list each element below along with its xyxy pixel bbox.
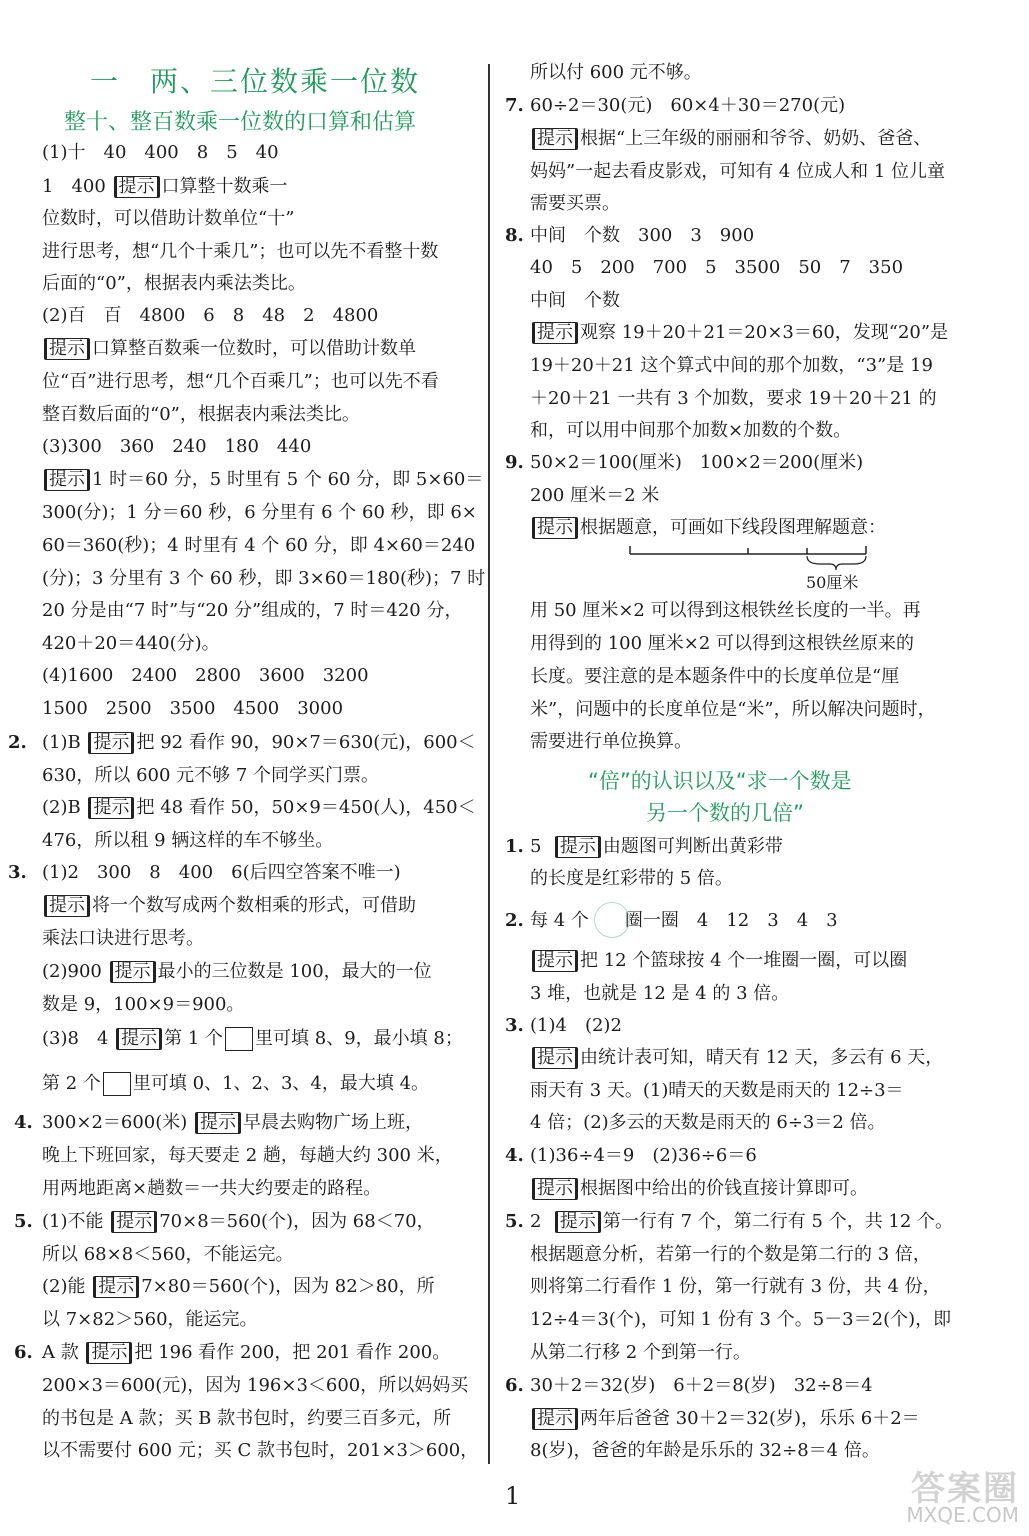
question-number: 4. [14, 1112, 33, 1133]
answer-line: 40 5 200 700 5 3500 50 7 350 [530, 257, 904, 278]
answer-line: (2)能 提示 7×80＝560(个)，因为 82＞80，所 [42, 1276, 435, 1297]
answer-line: 雨天有 3 天。(1)晴天的天数是雨天的 12÷3＝ [530, 1080, 904, 1101]
watermark-logo [906, 1469, 1019, 1528]
tip-badge: 提示 [111, 1211, 157, 1233]
answer-line: 4 倍；(2)多云的天数是雨天的 6÷3＝2 倍。 [530, 1112, 886, 1133]
tip-badge: 提示 [93, 1276, 139, 1298]
tip-badge: 提示 [532, 950, 578, 972]
answer-line: 2 提示 第一行有 7 个，第二行有 5 个，共 12 个。 [530, 1211, 954, 1232]
tip-badge: 提示 [88, 797, 134, 819]
question-number: 2. [8, 732, 27, 753]
answer-line: 整百数后面的“0”，根据表内乘法类比。 [42, 404, 360, 425]
tip-badge: 提示 [86, 1342, 132, 1364]
answer-line: 8(岁)，爸爸的年龄是乐乐的 32÷8＝4 倍。 [530, 1440, 880, 1461]
answer-line: 进行思考，想“几个十乘几”；也可以先不看整十数 [42, 241, 439, 262]
answer-line: 提示 观察 19＋20＋21＝20×3＝60，发现“20”是 [530, 322, 948, 344]
answer-line: 米”，问题中的长度单位是“米”，所以解决问题时， [530, 699, 936, 720]
answer-line: 乘法口诀进行思考。 [42, 928, 204, 949]
tip-badge: 提示 [88, 732, 134, 754]
answer-line: 630，所以 600 元不够 7 个同学买门票。 [42, 765, 380, 786]
question-number: 6. [14, 1342, 33, 1363]
section-heading: 另一个数的几倍” [646, 801, 804, 825]
blank-box [103, 1072, 131, 1096]
answer-line: 50×2＝100(厘米) 100×2＝200(厘米) [530, 452, 864, 473]
answer-line: 20 分是由“7 时”与“20 分”组成的，7 时＝420 分， [42, 600, 463, 621]
question-number: 3. [505, 1015, 524, 1036]
section-title: 整十、整百数乘一位数的口算和估算 [64, 110, 417, 135]
answer-line: 提示 两年后爸爸 30＋2＝32(岁)，乐乐 6＋2＝ [530, 1408, 920, 1430]
answer-line: (2)百 百 4800 6 8 48 2 4800 [42, 305, 379, 326]
answer-line: 420＋20＝440(分)。 [42, 633, 220, 654]
answer-line: 每 4 个 圈一圈 4 12 3 4 3 [530, 910, 838, 931]
answer-line: 提示 根据图中给出的价钱直接计算即可。 [530, 1178, 868, 1200]
answer-line: 用 50 厘米×2 可以得到这根铁丝长度的一半。再 [530, 600, 921, 621]
answer-line: 中间 个数 [530, 290, 620, 311]
question-number: 7. [505, 95, 524, 116]
tip-badge: 提示 [116, 1028, 162, 1050]
chapter-title: 一 两、三位数乘一位数 [90, 65, 421, 98]
answer-line: 提示 1 时＝60 分，5 时里有 5 个 60 分，即 5×60＝ [42, 469, 483, 491]
question-number: 8. [505, 225, 524, 246]
tip-badge: 提示 [532, 1047, 578, 1069]
answer-line: 60÷2＝30(元) 60×4＋30＝270(元) [530, 95, 846, 116]
answer-line: 和，可以用中间那个加数×加数的个数。 [530, 420, 852, 441]
answer-line: 200 厘米＝2 米 [530, 485, 660, 506]
answer-line: 的书包是 A 款；买 B 款书包时，约要三百多元，所 [42, 1408, 452, 1429]
answer-line: 19＋20＋21 这个算式中间的那个加数，“3”是 19 [530, 355, 933, 376]
answer-line: 以 7×82＞560，能运完。 [42, 1309, 258, 1330]
answer-line: 位“百”进行思考，想“几个百乘几”；也可以先不看 [42, 371, 439, 392]
answer-line: (1)4 (2)2 [530, 1015, 622, 1036]
watermark-top: 答案圈 [911, 1469, 1019, 1509]
answer-line: (分)；3 分里有 3 个 60 秒，即 3×60＝180(秒)；7 时 [42, 568, 486, 589]
answer-line: 提示 根据题意，可画如下线段图理解题意： [530, 517, 886, 539]
answer-line: 提示 口算整百数乘一位数时，可以借助计数单 [42, 338, 416, 360]
column-divider [488, 64, 490, 1464]
question-number: 4. [505, 1145, 524, 1166]
question-number: 3. [8, 862, 27, 883]
circle-icon [594, 902, 630, 938]
tip-badge: 提示 [532, 1408, 578, 1430]
answer-line: 则将第二行看作 1 份，第一行就有 3 份，共 4 份， [530, 1276, 941, 1297]
answer-line: 提示 由统计表可知，晴天有 12 天，多云有 6 天， [530, 1047, 943, 1069]
blank-box [225, 1027, 253, 1051]
answer-line: 1500 2500 3500 4500 3000 [42, 698, 344, 719]
answer-line: (1)36÷4＝9 (2)36÷6＝6 [530, 1145, 757, 1166]
question-number: 5. [505, 1211, 524, 1232]
tip-badge: 提示 [110, 961, 156, 983]
answer-line: 需要买票。 [530, 193, 620, 214]
answer-line: 提示 将一个数写成两个数相乘的形式，可借助 [42, 895, 416, 917]
answer-line: 所以付 600 元不够。 [530, 62, 702, 83]
answer-line: 12÷4＝3(个)，可知 1 份有 3 个。5－3＝2(个)，即 [530, 1309, 952, 1330]
tip-badge: 提示 [555, 836, 601, 858]
question-number: 6. [505, 1375, 524, 1396]
watermark-bottom: MXQE.COM [906, 1503, 1019, 1527]
tip-badge: 提示 [44, 338, 90, 360]
question-number: 1. [505, 836, 524, 857]
answer-line: (1)十 40 400 8 5 40 [42, 142, 279, 163]
answer-line: (3)300 360 240 180 440 [42, 436, 312, 457]
tip-badge: 提示 [114, 176, 160, 198]
answer-line: 所以 68×8＜560，不能运完。 [42, 1244, 294, 1265]
answer-line: 数是 9，100×9＝900。 [42, 994, 245, 1015]
answer-line: (2)900 提示 最小的三位数是 100，最大的一位 [42, 961, 432, 982]
answer-line: 1 400 提示 口算整十数乘一 [42, 176, 288, 197]
answer-line: A 款 提示 把 196 看作 200，把 201 看作 200。 [42, 1342, 451, 1363]
answer-line: 用得到的 100 厘米×2 可以得到这根铁丝原来的 [530, 633, 915, 654]
answer-line: 位数时，可以借助计数单位“十” [42, 208, 295, 229]
answer-line: (1)B 提示 把 92 看作 90，90×7＝630(元)，600＜ [42, 732, 476, 753]
answer-line: 300×2＝600(米) 提示 早晨去购物广场上班， [42, 1112, 424, 1133]
question-number: 5. [14, 1211, 33, 1232]
tip-badge: 提示 [532, 1178, 578, 1200]
question-number: 9. [505, 452, 524, 473]
answer-line: 60＝360(秒)；4 时里有 4 个 60 分，即 4×60＝240 [42, 535, 476, 556]
answer-line: (1)不能 提示 70×8＝560(个)，因为 68＜70， [42, 1211, 435, 1232]
answer-line: (1)2 300 8 400 6(后四空答案不唯一) [42, 862, 401, 883]
answer-line: 提示 根据“上三年级的丽丽和爷爷、奶奶、爸爸、 [530, 128, 931, 150]
tip-badge: 提示 [532, 517, 578, 539]
answer-line: 3 堆，也就是 12 是 4 的 3 倍。 [530, 983, 790, 1004]
answer-line: 需要进行单位换算。 [530, 731, 692, 752]
answer-line: 以不需要付 600 元；买 C 款书包时，201×3＞600， [42, 1440, 479, 1461]
answer-line: 中间 个数 300 3 900 [530, 225, 755, 246]
question-number: 2. [505, 910, 524, 931]
answer-line: 提示 把 12 个篮球按 4 个一堆圈一圈，可以圈 [530, 950, 907, 972]
answer-line: 5 提示 由题图可判断出黄彩带 [530, 836, 783, 857]
answer-line: 根据题意分析，若第一行的个数是第二行的 3 倍， [530, 1244, 931, 1265]
answer-line: 300(分)；1 分＝60 秒，6 分里有 6 个 60 秒，即 6× [42, 502, 477, 523]
answer-line: (4)1600 2400 2800 3600 3200 [42, 665, 369, 686]
tip-badge: 提示 [195, 1112, 241, 1134]
answer-line: 的长度是红彩带的 5 倍。 [530, 868, 733, 889]
answer-line: 晚上下班回家，每天要走 2 趟，每趟大约 300 米， [42, 1145, 453, 1166]
answer-line: 长度。要注意的是本题条件中的长度单位是“厘 [530, 666, 900, 687]
answer-line: 妈妈”一起去看皮影戏，可知有 4 位成人和 1 位儿童 [530, 161, 945, 182]
tip-badge: 提示 [532, 322, 578, 344]
answer-line: 30＋2＝32(岁) 6＋2＝8(岁) 32÷8＝4 [530, 1375, 873, 1396]
answer-line: (3)8 4 提示 第 1 个 里可填 8、9，最小填 8； [42, 1028, 463, 1049]
section-heading: “倍”的认识以及“求一个数是 [588, 769, 852, 793]
answer-line: 从第二行移 2 个到第一行。 [530, 1342, 751, 1363]
answer-line: 后面的“0”，根据表内乘法类比。 [42, 273, 306, 294]
tip-badge: 提示 [555, 1211, 601, 1233]
answer-line: (2)B 提示 把 48 看作 50，50×9＝450(人)，450＜ [42, 797, 476, 818]
tip-badge: 提示 [532, 128, 578, 150]
tip-badge: 提示 [44, 895, 90, 917]
answer-line: 476，所以租 9 辆这样的车不够坐。 [42, 830, 334, 851]
answer-line: 用两地距离×趟数＝一共大约要走的路程。 [42, 1178, 382, 1199]
answer-line: 第 2 个 里可填 0、1、2、3、4，最大填 4。 [42, 1073, 430, 1094]
page-number: 1 [505, 1482, 521, 1510]
tip-badge: 提示 [44, 469, 90, 491]
answer-line: ＋20＋21 一共有 3 个加数，要求 19＋20＋21 的 [530, 388, 937, 409]
answer-line: 200×3＝600(元)，因为 196×3＜600，所以妈妈买 [42, 1375, 469, 1396]
segment-label: 50厘米 [806, 573, 859, 592]
